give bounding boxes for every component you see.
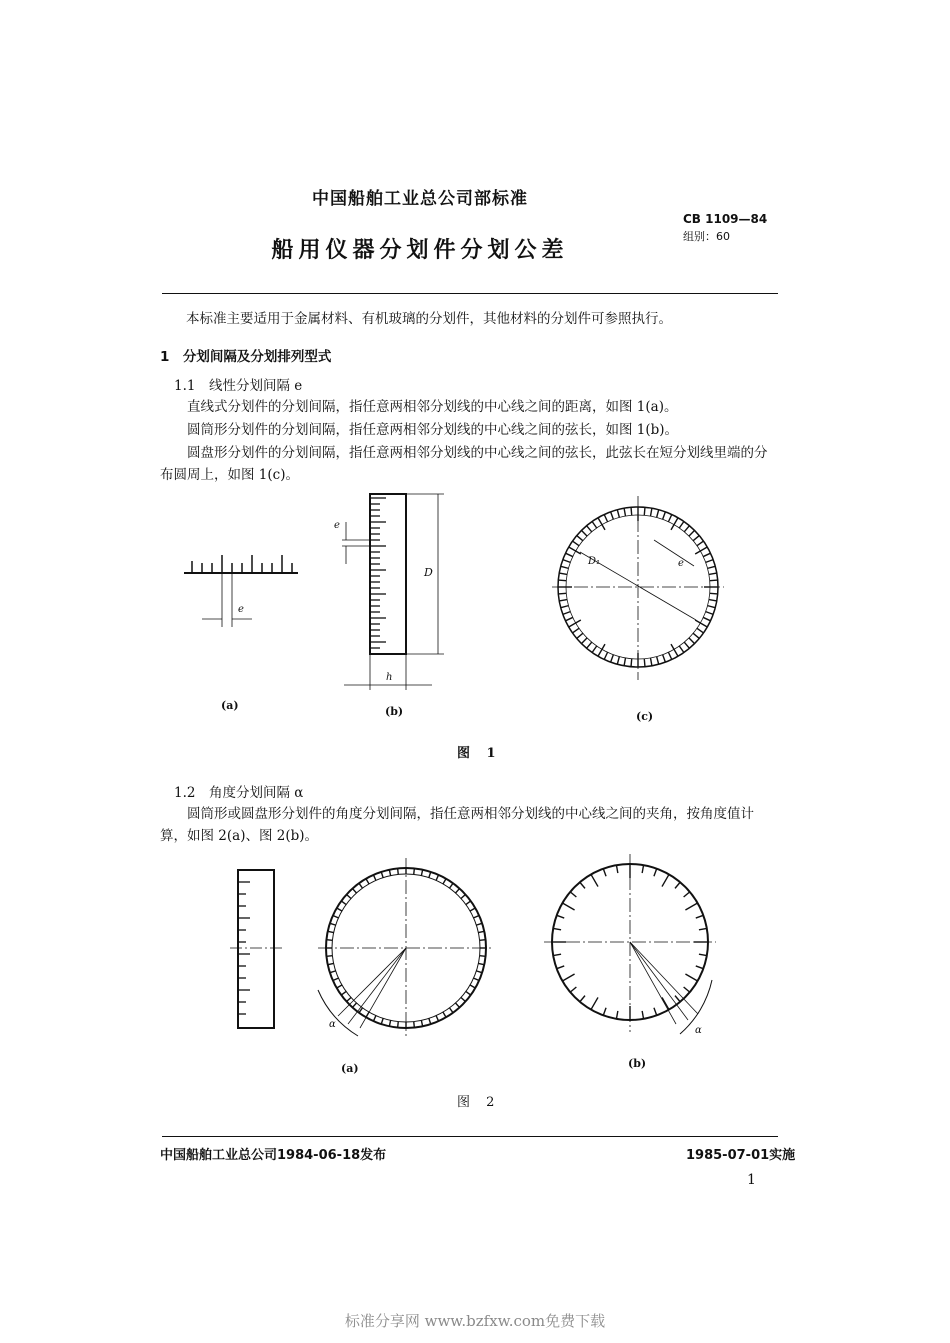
figure-1c-tick [631,507,632,515]
figure-1c-tick [631,659,632,667]
figure-1-title: 图 1 [457,746,502,761]
figure-2b-tick [603,1008,606,1016]
figure-2b-tick [696,966,704,969]
figure-2b-tick [684,892,690,897]
figure-1c-tick [604,652,607,659]
figure-1c-tick [709,573,717,574]
figure-1c-tick [693,536,699,541]
figure-2b-tick [685,974,697,981]
figure-2a-label-alpha: α [329,1019,336,1030]
figure-2b-tick [696,915,704,918]
figure-2b-tick [562,974,574,981]
figure-1b-label-h: h [386,672,393,683]
section-1-1-heading: 1.1 线性分划间隔 e [174,378,303,394]
paragraph-1-1-c: 圆盘形分划件的分划间隔，指任意两相邻分划线的中心线之间的弦长，此弦长在短分划线里端的分 [187,445,768,461]
figure-1c-label-D1: D₁ [588,556,601,567]
figure-1c-tick [697,541,704,546]
figure-1c-tick [644,507,645,515]
figure-1c-tick [565,617,572,620]
figure-1c-tick [668,652,671,659]
figure-1c-tick [565,553,572,556]
figure-2b-tick [580,996,585,1002]
figure-1c-tick [684,526,689,532]
figure-2b-tick [591,874,598,886]
watermark: 标准分享网 www.bzfxw.com免费下载 [344,1312,606,1330]
figure-1c-tick [617,510,619,518]
figure-1c-tick [679,521,684,528]
figure-1c-disk-scale [544,490,744,700]
issued-date: 中国船舶工业总公司1984-06-18发布 [160,1148,387,1163]
figure-1c-tick [559,600,567,601]
figure-2b-tick [570,892,576,897]
figure-1c-tick [708,606,716,608]
figure-2b-tick [562,903,574,910]
intro-paragraph: 本标准主要适用于金属材料、有机玻璃的分划件，其他材料的分划件可参照执行。 [186,311,672,327]
figure-1c-tick [703,553,710,556]
section-1-2-heading: 1.2 角度分划间隔 α [174,785,304,801]
figure-1c-tick [657,510,659,518]
section-1-heading: 1 分划间隔及分划排列型式 [160,349,332,365]
figure-1c-tick [651,508,652,516]
figure-2b-tick [616,865,617,873]
figure-2b-label-alpha: α [695,1025,702,1036]
figure-1c-tick [663,655,666,663]
figure-1c-tick [581,638,587,644]
figure-2b-caption: (b) [628,1057,647,1070]
figure-1c-tick [679,646,684,653]
footer-rule [162,1136,778,1137]
figure-2b-tick [570,987,576,992]
figure-2b-tick [642,865,643,873]
figure-2b-tick [603,869,606,877]
figure-1c-tick [577,536,583,541]
figure-1a-linear-scale [180,545,310,635]
figure-1c-tick [592,646,597,653]
figure-1c-tick [581,530,587,536]
org-title: 中国船舶工业总公司部标准 [312,189,528,209]
paragraph-1-2-a: 圆筒形或圆盘形分划件的角度分划间隔，指任意两相邻分划线的中心线之间的夹角，按角度值计 [187,806,754,822]
figure-1c-tick [558,593,566,594]
figure-1c-tick [577,633,583,638]
figure-2b-tick [553,954,561,955]
figure-2b-tick [662,874,669,886]
figure-1c-tick [572,541,579,546]
figure-2b-tick [557,915,565,918]
document-title: 船用仪器分划件分划公差 [271,237,569,263]
figure-1c-tick [693,633,699,638]
figure-1b-caption: (b) [385,705,404,718]
figure-1c-tick [644,659,645,667]
figure-1c-tick [563,612,571,615]
figure-2b-disk-angle [540,856,740,1046]
figure-1c-tick [651,658,652,666]
paragraph-1-1-a: 直线式分划件的分划间隔，指任意两相邻分划线的中心线之间的距离，如图 1(a)。 [187,399,678,415]
figure-1c-tick [572,628,579,633]
figure-1c-tick [706,612,714,615]
figure-1c-caption: (c) [636,710,654,723]
figure-1c-tick [587,526,592,532]
figure-1c-tick [708,566,716,568]
figure-2b-tick [699,928,707,929]
figure-2b-tick [662,997,669,1009]
figure-1c-tick [709,600,717,601]
figure-2b-tick [675,996,680,1002]
figure-1b-label-D: D [424,566,433,579]
figure-2b-tick [580,882,585,888]
paragraph-1-1-b: 圆筒形分划件的分划间隔，指任意两相邻分划线的中心线之间的弦长，如图 1(b)。 [187,422,679,438]
figure-1c-tick [684,642,689,648]
figure-2b-tick [675,882,680,888]
figure-1c-tick [561,566,569,568]
figure-1b-cylinder-scale [330,492,450,692]
figure-1c-tick [558,580,566,581]
figure-1c-tick [592,521,597,528]
figure-2a-caption: (a) [341,1062,359,1075]
figure-1c-tick [561,606,569,608]
figure-1a-label-e: e [238,604,244,615]
figure-1c-tick [604,514,607,521]
figure-2b-tick [654,869,657,877]
figure-2a-cylinder-angle [226,856,506,1046]
standard-group: 组别：60 [683,230,730,243]
figure-2b-tick [685,903,697,910]
figure-1c-tick [617,657,619,665]
figure-1c-tick [624,508,625,516]
paragraph-1-2-a-cont: 算，如图 2(a)、图 2(b)。 [160,828,319,844]
standard-code: CB 1109—84 [683,212,768,226]
header-rule [162,293,778,294]
figure-2b-tick [557,966,565,969]
figure-1a-caption: (a) [221,699,239,712]
figure-1c-tick [706,560,714,563]
figure-2b-tick [684,987,690,992]
figure-1c-label-e: e [678,558,684,569]
figure-2b-tick [553,928,561,929]
figure-1c-tick [611,655,614,663]
figure-1c-tick [710,593,718,594]
figure-1c-tick [559,573,567,574]
figure-1c-tick [611,512,614,520]
figure-1b-label-e: e [334,520,340,531]
figure-1c-tick [703,617,710,620]
figure-2-title: 图 2 [457,1095,501,1110]
figure-1c-tick [689,530,695,536]
figure-2b-tick [699,954,707,955]
figure-2b-tick [616,1011,617,1019]
figure-1c-tick [587,642,592,648]
figure-1c-tick [663,512,666,520]
figure-1c-tick [689,638,695,644]
figure-2b-tick [654,1008,657,1016]
figure-1c-tick [624,658,625,666]
paragraph-1-1-c-cont: 布圆周上，如图 1(c)。 [160,467,299,483]
figure-1c-tick [657,657,659,665]
page-number: 1 [747,1172,756,1188]
effective-date: 1985-07-01实施 [686,1148,796,1163]
figure-1c-tick [563,560,571,563]
figure-1c-tick [710,580,718,581]
figure-2b-tick [642,1011,643,1019]
figure-1c-tick [697,628,704,633]
figure-1c-tick [668,514,671,521]
figure-2b-tick [591,997,598,1009]
